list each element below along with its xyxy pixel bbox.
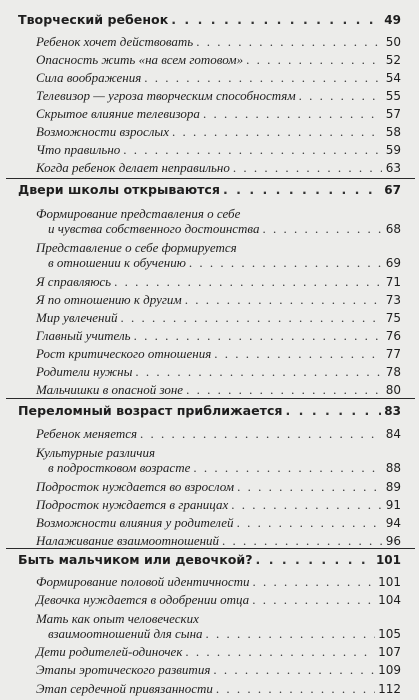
leader-dots	[140, 426, 382, 441]
leader-dots	[223, 182, 381, 197]
page-number: 101	[378, 575, 401, 589]
page-number: 78	[385, 365, 401, 379]
entry-title: Главный учитель	[36, 328, 131, 343]
page-number: 63	[385, 161, 401, 175]
toc-entry	[36, 274, 401, 290]
section-divider	[6, 548, 415, 549]
page-number: 49	[384, 13, 401, 27]
leader-dots	[186, 382, 382, 397]
toc-entry	[48, 626, 401, 642]
toc-entry	[36, 310, 401, 326]
section-title: Переломный возраст приближается	[18, 403, 283, 418]
section-heading	[18, 12, 401, 28]
page-number: 67	[384, 183, 401, 197]
leader-dots	[233, 160, 382, 175]
toc-entry	[36, 644, 401, 660]
page-number: 54	[385, 71, 401, 85]
page-number: 58	[385, 125, 401, 139]
page-number: 73	[385, 293, 401, 307]
page-number: 105	[378, 627, 401, 641]
leader-dots	[237, 479, 382, 494]
leader-dots	[196, 34, 382, 49]
leader-dots	[114, 274, 382, 289]
toc-entry	[36, 364, 401, 380]
page-number: 101	[375, 553, 401, 567]
page-number: 52	[385, 53, 401, 67]
toc-entry	[36, 497, 401, 513]
leader-dots	[189, 255, 382, 270]
entry-title: Я по отношению к другим	[36, 292, 182, 307]
entry-title: Родители нужны	[36, 364, 133, 379]
toc-entry	[36, 34, 401, 50]
page-number: 83	[384, 404, 401, 418]
leader-dots	[222, 533, 382, 548]
page-number: 57	[385, 107, 401, 121]
section-title: Быть мальчиком или девочкой?	[18, 552, 253, 567]
section-heading	[18, 552, 401, 568]
toc-entry	[36, 160, 401, 176]
leader-dots	[171, 12, 381, 27]
leader-dots	[231, 497, 382, 512]
leader-dots	[185, 644, 375, 659]
page-number: 59	[385, 143, 401, 157]
entry-title-line1: Мать как опыт человеческих	[36, 611, 199, 626]
leader-dots	[246, 52, 382, 67]
entry-title: Телевизор — угроза творческим способностям	[36, 88, 296, 103]
page-number: 107	[378, 645, 401, 659]
toc-entry	[36, 382, 401, 398]
entry-title: Мир увлечений	[36, 310, 118, 325]
leader-dots	[252, 592, 375, 607]
entry-title: Этап сердечной привязанности	[36, 681, 213, 696]
entry-title-line2: взаимоотношений для сына	[48, 626, 203, 641]
entry-title: Рост критического отношения	[36, 346, 212, 361]
leader-dots	[253, 574, 376, 589]
page-number: 91	[385, 498, 401, 512]
entry-title: Когда ребенок делает неправильно	[36, 160, 230, 175]
leader-dots	[121, 310, 382, 325]
leader-dots	[237, 515, 382, 530]
toc-entry	[36, 574, 401, 590]
page-number: 50	[385, 35, 401, 49]
toc-entry	[36, 292, 401, 308]
toc-entry	[36, 88, 401, 104]
page-number: 104	[378, 593, 401, 607]
page-number: 88	[385, 461, 401, 475]
entry-title-line2: и чувства собственного достоинства	[48, 221, 260, 236]
page-number: 94	[385, 516, 401, 530]
leader-dots	[213, 662, 375, 677]
entry-title: Возможности влияния у родителей	[36, 515, 234, 530]
toc-entry	[36, 70, 401, 86]
leader-dots	[256, 552, 373, 567]
entry-title: Мальчишки в опасной зоне	[36, 382, 184, 397]
toc-entry	[36, 142, 401, 158]
entry-title: Подросток нуждается в границах	[36, 497, 229, 512]
leader-dots	[185, 292, 382, 307]
toc-entry	[48, 460, 401, 476]
leader-dots	[203, 106, 382, 121]
page-number: 69	[385, 256, 401, 270]
leader-dots	[123, 142, 382, 157]
toc-entry	[36, 662, 401, 678]
leader-dots	[286, 403, 382, 418]
toc-entry	[36, 592, 401, 608]
leader-dots	[134, 328, 382, 343]
entry-title-line1: Культурные различия	[36, 445, 156, 460]
entry-title: Я справляюсь	[36, 274, 112, 289]
page-number: 77	[385, 347, 401, 361]
toc-entry	[36, 106, 401, 122]
leader-dots	[206, 626, 376, 641]
entry-title: Что правильно	[36, 142, 121, 157]
toc-entry	[36, 479, 401, 495]
toc-entry	[48, 255, 401, 271]
toc-entry	[36, 533, 401, 549]
page-number: 68	[385, 222, 401, 236]
page-number: 55	[385, 89, 401, 103]
leader-dots	[193, 460, 382, 475]
page-number: 76	[385, 329, 401, 343]
leader-dots	[135, 364, 382, 379]
toc-entry	[36, 515, 401, 531]
leader-dots	[216, 681, 375, 696]
entry-title: Формирование половой идентичности	[36, 574, 250, 589]
page-number: 109	[378, 663, 401, 677]
section-heading	[18, 403, 401, 419]
entry-title: Налаживание взаимоотношений	[36, 533, 220, 548]
section-title: Творческий ребенок	[18, 12, 169, 27]
leader-dots	[263, 221, 383, 236]
entry-title: Девочка нуждается в одобрении отца	[36, 592, 250, 607]
toc-entry	[36, 328, 401, 344]
entry-title: Опасность жить «на всем готовом»	[36, 52, 244, 67]
toc-entry	[48, 221, 401, 237]
entry-title: Подросток нуждается во взрослом	[36, 479, 235, 494]
entry-title: Ребенок хочет действовать	[36, 34, 194, 49]
toc-entry	[36, 681, 401, 697]
entry-title: Возможности взрослых	[36, 124, 169, 139]
entry-title: Дети родителей-одиночек	[36, 644, 183, 659]
section-title: Двери школы открываются	[18, 182, 220, 197]
entry-title: Скрытое влияние телевизора	[36, 106, 200, 121]
leader-dots	[144, 70, 382, 85]
entry-title: Ребенок меняется	[36, 426, 138, 441]
entry-title: Этапы эротического развития	[36, 662, 211, 677]
page-number: 112	[378, 682, 401, 696]
page-number: 89	[385, 480, 401, 494]
page-number: 75	[385, 311, 401, 325]
page-number: 71	[385, 275, 401, 289]
toc-entry	[36, 346, 401, 362]
page-number: 80	[385, 383, 401, 397]
toc-entry	[36, 52, 401, 68]
entry-title: Сила воображения	[36, 70, 142, 85]
section-heading	[18, 182, 401, 198]
section-divider	[6, 178, 415, 179]
entry-title-line1: Формирование представления о себе	[36, 206, 241, 221]
entry-title-line2: в подростковом возрасте	[48, 460, 191, 475]
leader-dots	[299, 88, 382, 103]
toc-entry	[36, 426, 401, 442]
toc-entry	[36, 124, 401, 140]
leader-dots	[172, 124, 382, 139]
entry-title-line1: Представление о себе формируется	[36, 240, 237, 255]
page-number: 84	[385, 427, 401, 441]
leader-dots	[214, 346, 382, 361]
section-divider	[6, 398, 415, 399]
entry-title-line2: в отношении к обучению	[48, 255, 186, 270]
page-number: 96	[385, 534, 401, 548]
